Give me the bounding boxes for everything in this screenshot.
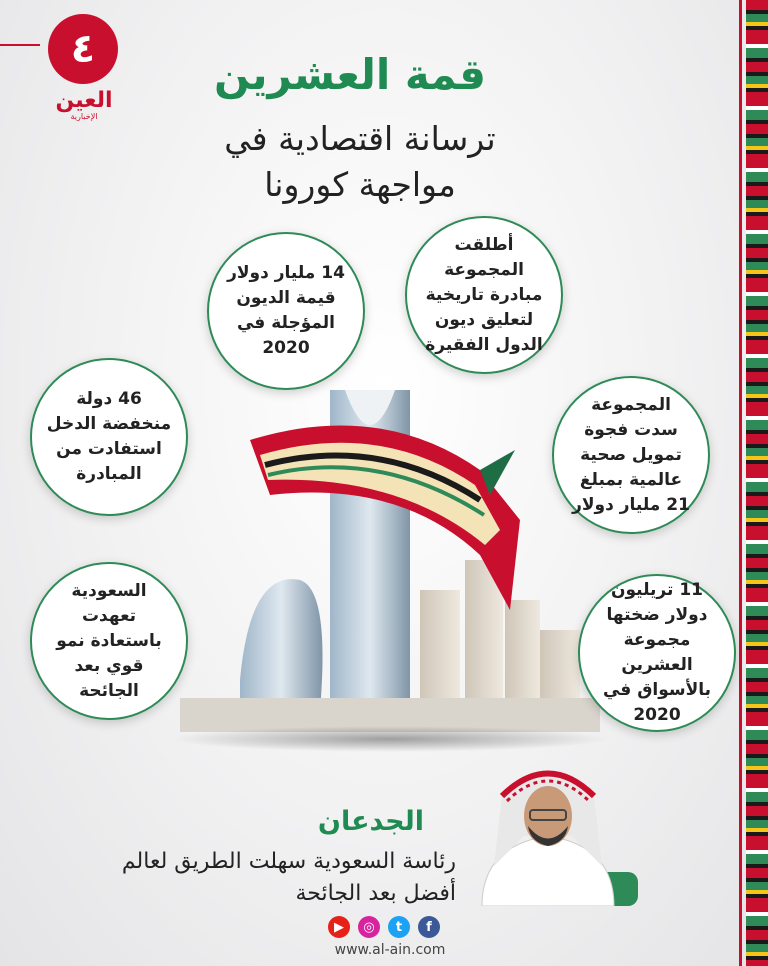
logo-wordmark: العين [55,88,113,113]
twitter-icon[interactable]: t [388,916,410,938]
youtube-icon[interactable]: ▶ [328,916,350,938]
minister-portrait [462,756,634,906]
fact-circle-deferred-debt: 14 مليار دولار قيمة الديون المؤجلة في 2020 [207,232,365,390]
page-title: قمة العشرين [213,50,487,99]
riyadh-skyline-illustration [180,380,600,760]
quote-text: رئاسة السعودية سهلت الطريق لعالم أفضل بعد الجائحة [121,849,456,906]
decorative-line [0,44,40,46]
ithra-building [240,579,323,710]
social-links [328,916,440,938]
fact-circle-markets-injection: 11 تريليون دولار ضختها مجموعة العشرين بالأسواق في 2020 [578,574,736,732]
instagram-icon[interactable]: ◎ [358,916,380,938]
fact-circle-saudi-pledge: السعودية تعهدت باستعادة نمو قوي بعد الجائحة [30,562,188,720]
subtitle-line-1: ترسانة اقتصادية في [224,119,496,158]
fact-circle-health-funding: المجموعة سدت فجوة تمويل صحية عالمية بمبلغ 21 مليار دولار [552,376,710,534]
quote-speaker-name: الجدعان [317,806,424,837]
fact-circle-debt-initiative: أطلقت المجموعة مبادرة تاريخية لتعليق ديون الدول الفقيرة [405,216,563,374]
website-link[interactable]: www.al-ain.com [334,942,446,958]
skyline-shadow [170,726,610,752]
page-subtitle [150,116,570,208]
decorative-border-line [739,0,742,966]
al-ain-logo [40,14,124,121]
subtitle-line-2: مواجهة كورونا [264,165,456,204]
logo-circle-icon: ٤ [48,14,118,84]
logo-subtitle: الإخبارية [70,112,98,121]
facebook-icon[interactable]: f [418,916,440,938]
fact-circle-low-income-countries: 46 دولة منخفضة الدخل استفادت من المبادرة [30,358,188,516]
sadu-pattern-border [746,0,768,966]
